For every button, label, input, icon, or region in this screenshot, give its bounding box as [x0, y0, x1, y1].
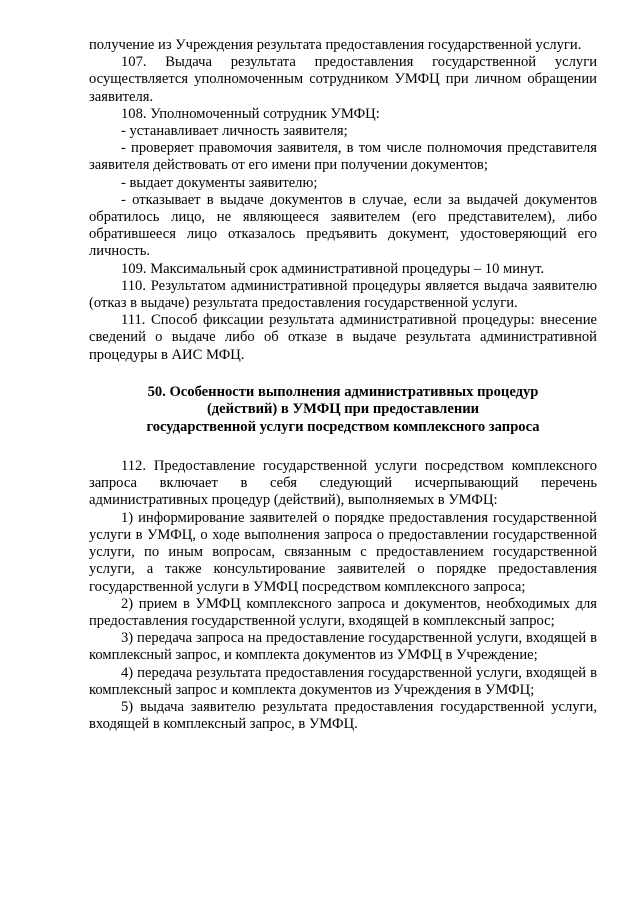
document-page	[89, 37, 597, 733]
paragraph: 108. Уполномоченный сотрудник УМФЦ:	[121, 105, 380, 122]
list-item: 4) передача результата предоставления государственной услуги, входящей в комплексный запрос и комплекта документов из Учреждения в УМФЦ;	[89, 664, 597, 698]
paragraph: получение из Учреждения результата предоставления государственной услуги.	[89, 37, 582, 53]
list-item: 3) передача запроса на предоставление государственной услуги, входящей в комплексный запрос, и комплекта документов из УМФЦ в Учреждение;	[89, 630, 597, 664]
heading-line: 50. Особенности выполнения административных процедур	[147, 383, 539, 400]
list-item: 5) выдача заявителю результата предоставления государственной услуги, входящей в комплексный запрос, в УМФЦ.	[89, 698, 597, 733]
list-item: - устанавливает личность заявителя;	[121, 123, 348, 140]
list-item: 1) информирование заявителей о порядке предоставления государственной услуги в УМФЦ, о ходе выполнения запроса о предоставлении государственной услуги, по иным вопросам, связанным с предоставлением государственной услуги, а также консультирование заявителей о порядке предоставления государственной услуги в УМФЦ посредством комплексного запроса;	[89, 509, 597, 595]
paragraph: 109. Максимальный срок административной процедуры – 10 минут.	[121, 260, 545, 277]
paragraph: 111. Способ фиксации результата административной процедуры: внесение сведений о выдаче либо об отказе в выдаче результата административной процедуры в АИС МФЦ.	[89, 312, 597, 363]
paragraph: 112. Предоставление государственной услуги посредством комплексного запроса включает в себя следующий исчерпывающий перечень административных процедур (действий), выполняемых в УМФЦ:	[89, 458, 597, 509]
heading-line: (действий) в УМФЦ при предоставлении	[206, 401, 480, 418]
list-item: - выдает документы заявителю;	[121, 174, 318, 191]
section-heading	[89, 384, 597, 436]
list-item: 2) прием в УМФЦ комплексного запроса и документов, необходимых для предоставления государственной услуги, входящей в комплексный запрос;	[89, 595, 597, 629]
paragraph: 110. Результатом административной процедуры является выдача заявителю (отказ в выдаче) результата предоставления государственной услуги.	[89, 277, 597, 312]
section-after	[89, 458, 597, 733]
heading-line: государственной услуги посредством комплексного запроса	[146, 418, 540, 435]
list-item: - отказывает в выдаче документов в случае, если за выдачей документов обратилось лицо, не являющееся заявителем (его представителем), либо обратившееся лицо отказалось предъявить документ, удостоверяющий его личность.	[89, 191, 597, 260]
list-item: - проверяет правомочия заявителя, в том числе полномочия представителя заявителя действовать от его имени при получении документов;	[89, 140, 597, 174]
section-before	[89, 37, 597, 364]
paragraph: 107. Выдача результата предоставления государственной услуги осуществляется уполномоченным сотрудником УМФЦ при личном обращении заявителя.	[89, 54, 597, 105]
